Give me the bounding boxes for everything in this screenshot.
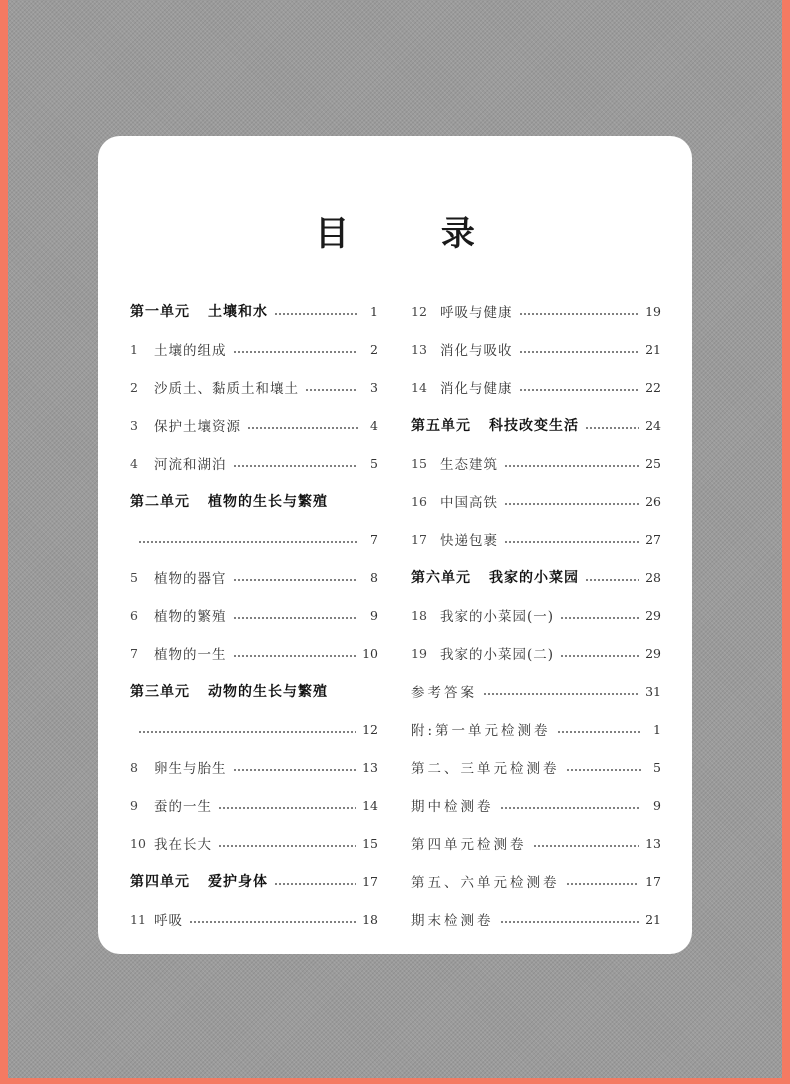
toc-lesson-entry[interactable]: [130, 596, 378, 634]
page-number: 10: [362, 645, 378, 661]
toc-right-column: [411, 292, 661, 938]
page-number: 29: [645, 607, 661, 623]
dot-leader: [233, 351, 359, 353]
dot-leader: [189, 921, 356, 923]
lesson-title: 沙质土、黏质土和壤土: [154, 381, 299, 397]
page-number: 9: [370, 607, 378, 623]
toc-lesson-entry[interactable]: [130, 330, 378, 368]
unit-title: [411, 567, 579, 587]
unit-name: 土壤和水: [208, 304, 268, 320]
toc-lesson-entry[interactable]: [411, 596, 661, 634]
toc-unit-page[interactable]: [130, 710, 378, 748]
dot-leader: [519, 313, 640, 315]
toc-appendix-entry[interactable]: [411, 672, 661, 710]
toc-lesson-entry[interactable]: [130, 444, 378, 482]
lesson-number: 1: [130, 341, 138, 357]
toc-lesson-entry[interactable]: [130, 824, 378, 862]
page-number: 9: [653, 797, 661, 813]
toc-lesson-entry[interactable]: [411, 368, 661, 406]
toc-unit-entry[interactable]: [130, 672, 378, 710]
toc-unit-entry[interactable]: [130, 482, 378, 520]
lesson-number: 7: [130, 645, 138, 661]
dot-leader: [504, 465, 639, 467]
lesson-title: 消化与健康: [440, 381, 513, 397]
lesson-number: 2: [130, 379, 138, 395]
page-number: 5: [653, 759, 661, 775]
toc-appendix-entry[interactable]: [411, 710, 661, 748]
dot-leader: [233, 465, 359, 467]
page-number: 17: [645, 873, 661, 889]
dot-leader: [500, 921, 640, 923]
toc-lesson-entry[interactable]: [130, 634, 378, 672]
toc-lesson-entry[interactable]: [411, 634, 661, 672]
lesson-title: 快递包裹: [440, 533, 498, 549]
dot-leader: [566, 769, 642, 771]
page-title: 目 录: [315, 214, 515, 254]
lesson-number: 12: [411, 303, 427, 319]
dot-leader: [233, 617, 359, 619]
page-number: 8: [370, 569, 378, 585]
lesson-title: 我家的小菜园(二): [440, 647, 555, 663]
toc-appendix-entry[interactable]: [411, 862, 661, 900]
dot-leader: [504, 541, 639, 543]
unit-number: 第一单元: [130, 304, 190, 320]
toc-lesson-entry[interactable]: [130, 786, 378, 824]
lesson-title: 卵生与胎生: [154, 761, 227, 777]
lesson-title: 植物的繁殖: [154, 609, 227, 625]
page-number: 24: [645, 417, 661, 433]
page-number: 13: [645, 835, 661, 851]
unit-title: [130, 871, 268, 891]
toc-unit-entry[interactable]: [130, 862, 378, 900]
lesson-number: 11: [130, 911, 146, 927]
page-number: 22: [645, 379, 661, 395]
toc-lesson-entry[interactable]: [130, 900, 378, 938]
toc-lesson-entry[interactable]: [130, 558, 378, 596]
unit-title: [411, 415, 579, 435]
toc-lesson-entry[interactable]: [411, 444, 661, 482]
toc-appendix-entry[interactable]: [411, 824, 661, 862]
unit-number: 第二单元: [130, 494, 190, 510]
page-number: 14: [362, 797, 378, 813]
entry-title: 第五、六单元检测卷: [411, 875, 560, 891]
page-number: 29: [645, 645, 661, 661]
page-number: 13: [362, 759, 378, 775]
dot-leader: [560, 617, 639, 619]
lesson-title: 呼吸: [154, 913, 183, 929]
lesson-number: 3: [130, 417, 138, 433]
lesson-title: 生态建筑: [440, 457, 498, 473]
page-number: 15: [362, 835, 378, 851]
unit-title: [130, 301, 268, 321]
lesson-number: 17: [411, 531, 427, 547]
lesson-title: 蚕的一生: [154, 799, 212, 815]
toc-lesson-entry[interactable]: [411, 292, 661, 330]
dot-leader: [218, 845, 356, 847]
dot-leader: [233, 579, 359, 581]
toc-lesson-entry[interactable]: [411, 482, 661, 520]
toc-left-column: [130, 292, 378, 938]
unit-name: 我家的小菜园: [489, 570, 579, 586]
page-number: 17: [362, 873, 378, 889]
toc-unit-page[interactable]: [130, 520, 378, 558]
dot-leader: [247, 427, 358, 429]
page-number: 3: [370, 379, 378, 395]
page-number: 12: [362, 721, 378, 737]
lesson-title: 河流和湖泊: [154, 457, 227, 473]
toc-unit-entry[interactable]: [411, 406, 661, 444]
lesson-number: 15: [411, 455, 427, 471]
toc-unit-entry[interactable]: [411, 558, 661, 596]
toc-unit-entry[interactable]: [130, 292, 378, 330]
page-number: 31: [645, 683, 661, 699]
dot-leader: [519, 389, 640, 391]
lesson-number: 18: [411, 607, 427, 623]
entry-title: 附:第一单元检测卷: [411, 723, 551, 739]
lesson-title: 保护土壤资源: [154, 419, 241, 435]
dot-leader: [519, 351, 640, 353]
page-number: 2: [370, 341, 378, 357]
entry-title: 期中检测卷: [411, 799, 494, 815]
toc-lesson-entry[interactable]: [130, 406, 378, 444]
page-number: 21: [645, 341, 661, 357]
unit-name: 科技改变生活: [489, 418, 579, 434]
dot-leader: [138, 541, 358, 543]
lesson-number: 4: [130, 455, 138, 471]
lesson-title: 呼吸与健康: [440, 305, 513, 321]
dot-leader: [233, 769, 357, 771]
entry-title: 期末检测卷: [411, 913, 494, 929]
lesson-number: 6: [130, 607, 138, 623]
lesson-title: 植物的器官: [154, 571, 227, 587]
lesson-number: 9: [130, 797, 138, 813]
page-number: 1: [370, 303, 378, 319]
dot-leader: [500, 807, 642, 809]
toc-lesson-entry[interactable]: [130, 748, 378, 786]
unit-number: 第三单元: [130, 684, 190, 700]
lesson-number: 16: [411, 493, 427, 509]
page-number: 26: [645, 493, 661, 509]
unit-number: 第四单元: [130, 874, 190, 890]
toc-lesson-entry[interactable]: [411, 330, 661, 368]
dot-leader: [138, 731, 356, 733]
page-number: 4: [370, 417, 378, 433]
page-number: 1: [653, 721, 661, 737]
dot-leader: [233, 655, 357, 657]
lesson-title: 我家的小菜园(一): [440, 609, 555, 625]
unit-name: 爱护身体: [208, 874, 268, 890]
toc-lesson-entry[interactable]: [130, 368, 378, 406]
lesson-title: 土壤的组成: [154, 343, 227, 359]
dot-leader: [504, 503, 639, 505]
page-number: 5: [370, 455, 378, 471]
lesson-number: 5: [130, 569, 138, 585]
lesson-title: 中国高铁: [440, 495, 498, 511]
toc-appendix-entry[interactable]: [411, 900, 661, 938]
lesson-title: 我在长大: [154, 837, 212, 853]
page-number: 27: [645, 531, 661, 547]
dot-leader: [557, 731, 641, 733]
entry-title: 第二、三单元检测卷: [411, 761, 560, 777]
toc-appendix-entry[interactable]: [411, 748, 661, 786]
toc-appendix-entry[interactable]: [411, 786, 661, 824]
dot-leader: [566, 883, 640, 885]
page-number: 25: [645, 455, 661, 471]
page-number: 7: [370, 531, 378, 547]
page-number: 18: [362, 911, 378, 927]
dot-leader: [305, 389, 358, 391]
dot-leader: [274, 313, 358, 315]
unit-number: 第六单元: [411, 570, 471, 586]
lesson-title: 消化与吸收: [440, 343, 513, 359]
lesson-number: 14: [411, 379, 427, 395]
lesson-number: 8: [130, 759, 138, 775]
lesson-number: 19: [411, 645, 427, 661]
lesson-title: 植物的一生: [154, 647, 227, 663]
entry-title: 参考答案: [411, 685, 477, 701]
dot-leader: [274, 883, 356, 885]
entry-title: 第四单元检测卷: [411, 837, 527, 853]
toc-lesson-entry[interactable]: [411, 520, 661, 558]
dot-leader: [483, 693, 639, 695]
unit-title: [130, 491, 328, 511]
lesson-number: 10: [130, 835, 146, 851]
page-number: 21: [645, 911, 661, 927]
unit-name: 动物的生长与繁殖: [208, 684, 328, 700]
dot-leader: [218, 807, 356, 809]
toc-card: [98, 136, 692, 954]
dot-leader: [585, 427, 639, 429]
unit-number: 第五单元: [411, 418, 471, 434]
dot-leader: [560, 655, 639, 657]
unit-title: [130, 681, 328, 701]
page-number: 28: [645, 569, 661, 585]
lesson-number: 13: [411, 341, 427, 357]
page-number: 19: [645, 303, 661, 319]
unit-name: 植物的生长与繁殖: [208, 494, 328, 510]
dot-leader: [585, 579, 639, 581]
dot-leader: [533, 845, 640, 847]
